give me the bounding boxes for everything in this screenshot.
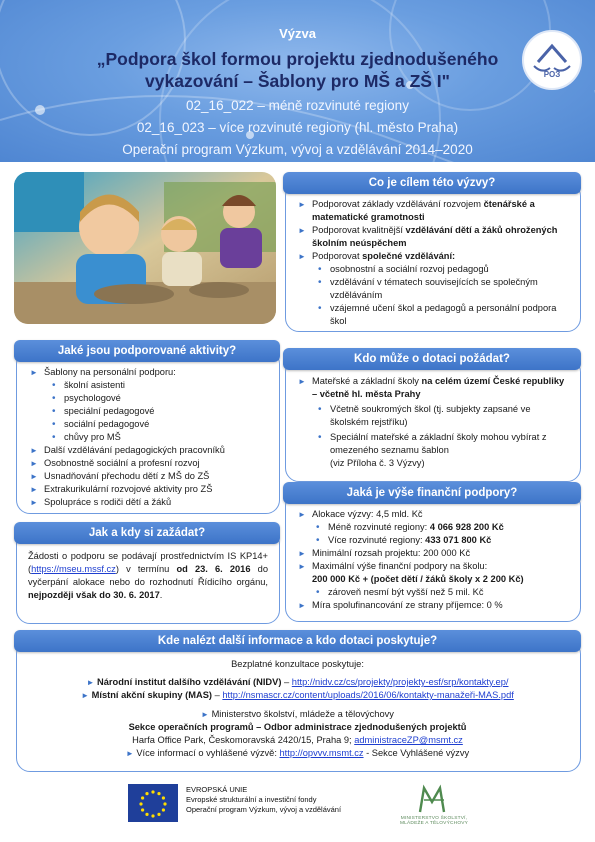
info-konzultace: Bezplatné konzultace poskytuje: <box>231 659 364 669</box>
list-item: • zároveň nesmí být vyšší než 5 mil. Kč <box>316 586 574 599</box>
mseu-link[interactable]: https://mseu.mssf.cz <box>31 564 116 574</box>
arrow-icon: ► <box>81 691 90 700</box>
list-item: ► Podporovat společné vzdělávání: • osobnostní a sociální rozvoj pedagogů • vzdělávání v tématech souvisejících se společným vzděláváním • vzájemné učení škol a pedagogů a personální podpora škol <box>298 250 570 328</box>
header-sub-2: 02_16_023 – více rozvinuté regiony (hl. město Praha) <box>136 120 459 135</box>
list-item: ► Míra spolufinancování ze strany příjemce: 0 % <box>298 599 574 612</box>
list-item: ► Usnadňování přechodu dětí z MŠ do ZŠ <box>30 470 274 483</box>
cil-content <box>298 198 570 328</box>
list-item: ► Podporovat základy vzdělávání rozvojem čtenářské a matematické gramotnosti <box>298 198 570 224</box>
arrow-icon: ► <box>125 749 134 758</box>
list-item: ► Spolupráce s rodiči dětí a žáků <box>30 496 274 509</box>
info-mas: ► Místní akční skupiny (MAS) – http://nsmascr.cz/content/uploads/2016/06/kontakty-manažeři-MAS.pdf <box>81 690 514 700</box>
aktivity-content <box>30 366 274 509</box>
zadat-title: Jak a kdy si zažádat? <box>14 522 280 544</box>
info-vice: ► Více informací o vyhlášené výzvě: http://opvvv.msmt.cz - Sekce Vyhlášené výzvy <box>125 748 470 758</box>
zadat-content: Žádosti o podporu se podávají prostřednictvím IS KP14+ (https://mseu.mssf.cz) v termínu od 23. 6. 2016 do vyčerpání alokace nebo do rozhodnutí Řídicího orgánu, nejpozději však do 30. 6. 2017. <box>28 551 268 600</box>
list-item: ► Maximální výše finanční podpory na školu: 200 000 Kč + (počet dětí / žáků školy x 2 200 Kč) <box>298 560 574 586</box>
msmt-logo <box>394 782 474 826</box>
header-sub-1: 02_16_022 – méně rozvinuté regiony <box>186 98 409 113</box>
list-item: ► Osobnostně sociální a profesní rozvoj <box>30 457 274 470</box>
list-item: • speciální pedagogové <box>52 405 274 418</box>
roof-hands-icon <box>524 32 580 88</box>
list-item: • vzdělávání v tématech souvisejících se společným vzděláváním <box>318 276 570 302</box>
list-item: ► Šablony na personální podporu: • školní asistenti • psychologové • speciální pedagogové • sociální pedagogové • chůvy pro MŠ <box>30 366 274 444</box>
email-link[interactable]: administraceZP@msmt.cz <box>354 735 463 745</box>
header-banner <box>0 0 595 162</box>
logo-text: РОЗ <box>543 70 561 79</box>
list-item: • školní asistenti <box>52 379 274 392</box>
eu-stars <box>128 784 178 822</box>
header-kicker: Výzva <box>279 26 316 41</box>
list-item: • psychologové <box>52 392 274 405</box>
children-photo <box>14 172 276 324</box>
kdo-content <box>298 375 570 470</box>
list-item: ► Mateřské a základní školy na celém území České republiky – včetně hl. města Prahy • Včetně soukromých škol (tj. subjekty zapsané ve školském rejstříku) • Speciální mateřské a základní školy mohou vybírat z omezeného seznamu šablon (viz Příloha č. 3 Výzvy) <box>298 375 570 470</box>
cil-title: Co je cílem této výzvy? <box>283 172 581 194</box>
list-item: ► Extrakurikulární rozvojové aktivity pro ZŠ <box>30 483 274 496</box>
header-title-line1: „Podpora škol formou projektu zjednodušeného <box>96 49 499 69</box>
list-item: ► Podporovat kvalitnější vzdělávání dětí a žáků ohrožených školním neúspěchem <box>298 224 570 250</box>
financni-title: Jaká je výše finanční podpory? <box>283 482 581 504</box>
eu-line1: EVROPSKÁ UNIE <box>186 785 248 794</box>
header-title <box>0 48 595 92</box>
list-item: • Více rozvinuté regiony: 433 071 800 Kč <box>316 534 574 547</box>
opvvv-link[interactable]: http://opvvv.msmt.cz <box>279 748 364 758</box>
info-nidv: ► Národní institut dalšího vzdělávání (NIDV) – http://nidv.cz/cs/projekty/projekty-esf/srp/kontakty.ep/ <box>86 677 509 687</box>
financni-content <box>298 508 574 612</box>
msmt-text: MINISTERSTVO ŠKOLSTVÍ, MLÁDEŽE A TĚLOVÝCHOVY <box>399 816 469 826</box>
arrow-icon: ► <box>201 710 209 719</box>
info-ministerstvo: ► Ministerstvo školství, mládeže a tělovýchovy <box>201 709 394 719</box>
roz-logo <box>522 30 582 90</box>
info-sekce: Sekce operačních programů – Odbor administrace zjednodušených projektů <box>128 722 467 732</box>
eu-line2: Evropské strukturální a investiční fondy <box>186 795 317 804</box>
list-item: • Včetně soukromých škol (tj. subjekty zapsané ve školském rejstříku) <box>318 403 570 429</box>
kdo-title: Kdo může o dotaci požádat? <box>283 348 581 370</box>
info-adresa: Harfa Office Park, Českomoravská 2420/15, Praha 9; administraceZP@msmt.cz <box>132 735 463 745</box>
list-item: • sociální pedagogové <box>52 418 274 431</box>
eu-text-block <box>186 785 341 815</box>
nidv-link[interactable]: http://nidv.cz/cs/projekty/projekty-esf/srp/kontakty.ep/ <box>291 677 509 687</box>
msmt-mark-icon <box>394 782 474 816</box>
list-item: • osobnostní a sociální rozvoj pedagogů <box>318 263 570 276</box>
children-clay-image <box>14 172 276 324</box>
mas-link[interactable]: http://nsmascr.cz/content/uploads/2016/06/kontakty-manažeři-MAS.pdf <box>222 690 514 700</box>
list-item: ► Další vzdělávání pedagogických pracovníků <box>30 444 274 457</box>
arrow-icon: ► <box>86 678 95 687</box>
list-item: • Méně rozvinuté regiony: 4 066 928 200 Kč <box>316 521 574 534</box>
list-item: ► Minimální rozsah projektu: 200 000 Kč <box>298 547 574 560</box>
list-item: ► Alokace výzvy: 4,5 mld. Kč <box>298 508 574 521</box>
header-sub-3: Operační program Výzkum, vývoj a vzdělávání 2014–2020 <box>122 142 473 157</box>
list-item: • Speciální mateřské a základní školy mohou vybírat z omezeného seznamu šablon (viz Příloha č. 3 Výzvy) <box>318 431 570 470</box>
aktivity-title: Jaké jsou podporované aktivity? <box>14 340 280 362</box>
list-item: • vzájemné učení škol a pedagogů a personální podpora škol <box>318 302 570 328</box>
info-title: Kde nalézt další informace a kdo dotaci poskytuje? <box>14 630 581 652</box>
list-item: • chůvy pro MŠ <box>52 431 274 444</box>
eu-line3: Operační program Výzkum, vývoj a vzdělávání <box>186 805 342 814</box>
header-title-line2: vykazování – Šablony pro MŠ a ZŠ I" <box>145 71 450 91</box>
eu-flag-icon <box>128 784 178 822</box>
